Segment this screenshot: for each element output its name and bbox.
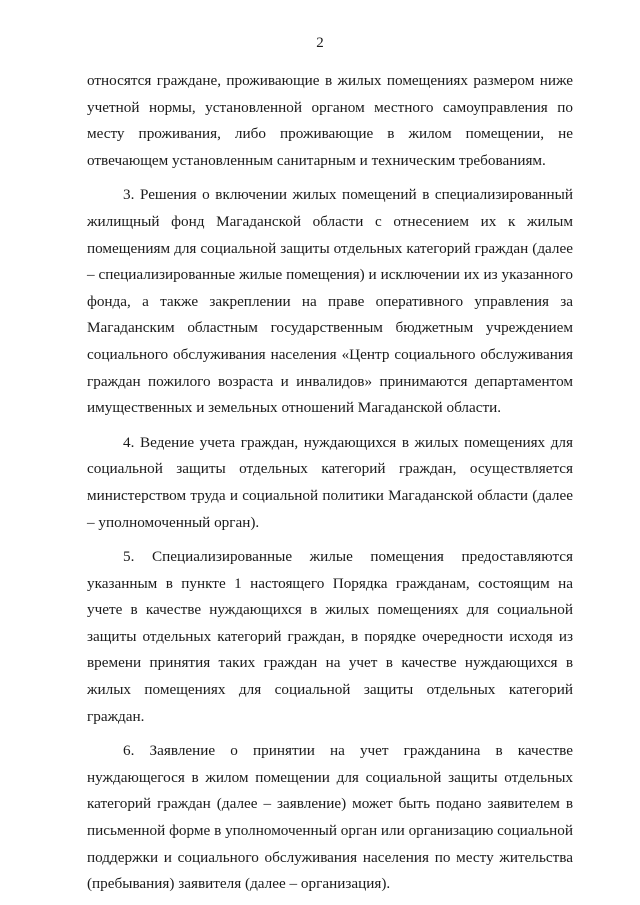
paragraph-gap	[87, 730, 573, 738]
paragraph-item-5: 5. Специализированные жилые помещения предоставляются указанным в пункте 1 настоящего Порядка гражданам, состоящим на учете в качестве нуждающихся в жилых помещениях для социальной защиты отдельных категорий граждан, в порядке очередности исходя из времени принятия таких граждан на учет в качестве нуждающихся в жилых помещениях для социальной защиты отдельных категорий граждан.	[87, 548, 573, 725]
paragraph-continuation: относятся граждане, проживающие в жилых помещениях размером ниже учетной нормы, установленной органом местного самоуправления по месту проживания, либо проживающие в жилом помещении, не отвечающем установленным санитарным и техническим требованиям.	[87, 72, 573, 169]
paragraph-gap	[87, 536, 573, 544]
page-number: 2	[316, 35, 324, 51]
document-body	[87, 68, 573, 898]
paragraph-item-6: 6. Заявление о принятии на учет гражданина в качестве нуждающегося в жилом помещении для социальной защиты отдельных категорий граждан (далее – заявление) может быть подано заявителем в письменной форме в уполномоченный орган или организацию социальной поддержки и социального обслуживания населения по месту жительства (пребывания) заявителя (далее – организация).	[87, 742, 573, 893]
paragraph-gap	[87, 174, 573, 182]
paragraph-item-3: 3. Решения о включении жилых помещений в специализированный жилищный фонд Магаданской области с отнесением их к жилым помещениям для социальной защиты отдельных категорий граждан (далее – специализированные жилые помещения) и исключении их из указанного фонда, а также закреплении на праве оперативного управления за Магаданским областным государственным бюджетным учреждением социального обслуживания населения «Центр социального обслуживания граждан пожилого возраста и инвалидов» принимаются департаментом имущественных и земельных отношений Магаданской области.	[87, 186, 573, 417]
paragraph-gap	[87, 422, 573, 430]
paragraph-item-4: 4. Ведение учета граждан, нуждающихся в жилых помещениях для социальной защиты отдельных категорий граждан, осуществляется министерством труда и социальной политики Магаданской области (далее – уполномоченный орган).	[87, 433, 573, 531]
